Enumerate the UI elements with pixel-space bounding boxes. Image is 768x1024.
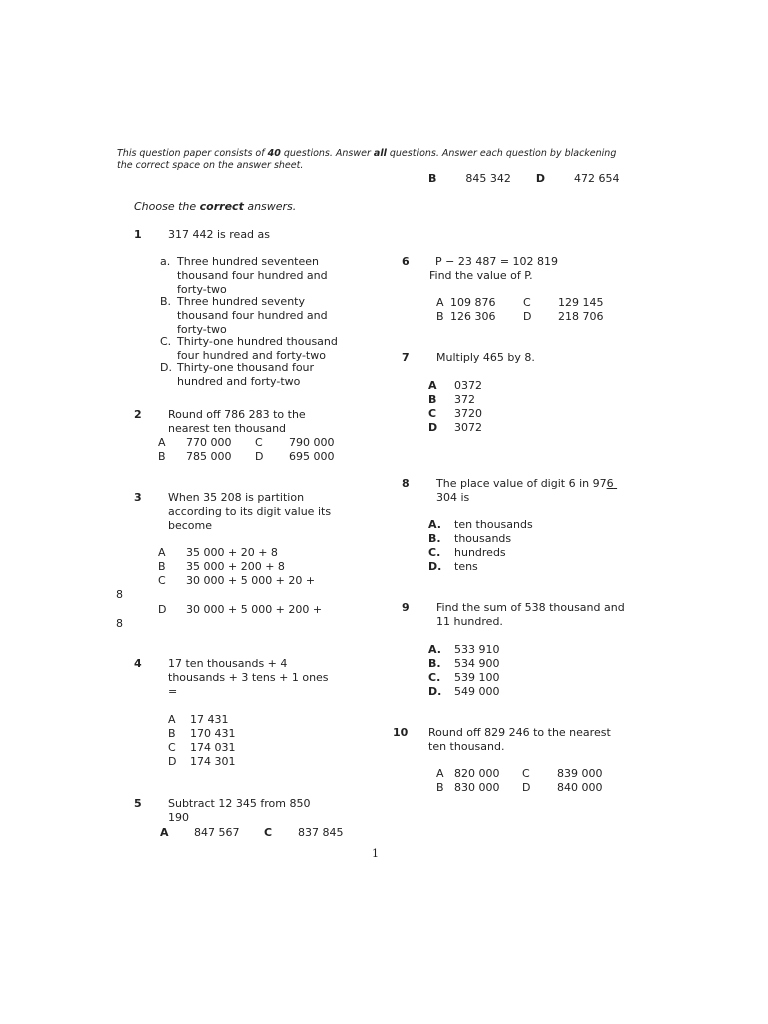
question-number: 2 [134,408,142,421]
list-item: B 170 431 [168,727,236,740]
option-label: B [428,172,437,185]
q4-options [168,713,236,769]
question-stem: Subtract 12 345 from 850 190 [168,797,311,824]
list-item: D 174 301 [168,755,236,768]
option-wrap: 8 [116,617,123,630]
list-item: C. Thirty-one hundred thousand four hundred and forty-two [160,335,338,362]
instructions-line-1: This question paper consists of 40 questions. Answer all questions. Answer each question by blackening [117,148,617,159]
instructions-line-2: the correct space on the answer sheet. [117,160,304,171]
list-item: D 30 000 + 5 000 + 200 + [158,603,323,616]
list-item: B 35 000 + 200 + 8 [158,560,285,573]
question-number: 7 [402,351,410,364]
option-label: D [535,172,546,185]
instructions [117,148,616,172]
list-item: A. ten thousands [428,518,533,531]
page-number: 1 [372,847,379,860]
list-item: D. tens [428,560,478,573]
question-stem: 17 ten thousands + 4 thousands + 3 tens + 1 ones = [168,657,329,698]
question-stem: 317 442 is read as [168,228,271,241]
question-stem: Multiply 465 by 8. [436,351,535,364]
question-stem: The place value of digit 6 in 976 304 is [436,477,614,504]
list-item: A. 533 910 [428,643,500,656]
option-value: 472 654 [574,172,620,185]
section-heading: Choose the correct answers. [134,200,297,213]
q10-options: A 820 000 C 839 000 B 830 000 D 840 000 [436,767,603,794]
list-item: C 3720 [428,407,482,420]
list-item: B 372 [428,393,475,406]
question-stem: When 35 208 is partition according to its digit value its become [168,491,332,532]
list-item: D. 549 000 [428,685,500,698]
question-stem: Round off 786 283 to the nearest ten thousand [168,408,306,435]
q8-options [428,518,533,574]
list-item: C. 539 100 [428,671,500,684]
list-item: B. Three hundred seventy thousand four hundred and forty-two [160,295,328,336]
q6-options: A 109 876 C 129 145 B 126 306 D 218 706 [436,296,604,323]
list-item: C. hundreds [428,546,506,559]
list-item: B. 534 900 [428,657,500,670]
list-item: A 35 000 + 20 + 8 [158,546,278,559]
q7-options [428,379,482,435]
list-item: D. Thirty-one thousand four hundred and forty-two [160,361,315,388]
q5-options: A 847 567 C 837 845 [160,826,344,839]
question-number: 4 [134,657,142,670]
option-wrap: 8 [116,588,123,601]
q1-options [160,255,338,389]
list-item: a. Three hundred seventeen thousand four hundred and forty-two [160,255,328,296]
q9-options [428,643,500,699]
q2-options: A 770 000 C 790 000 B 785 000 D 695 000 [158,436,335,463]
list-item: D 3072 [428,421,482,434]
q3-options [158,546,315,588]
question-number: 3 [134,491,142,504]
list-item: C 174 031 [168,741,236,754]
question-stem: Round off 829 246 to the nearest ten thousand. [428,726,611,753]
question-number: 9 [402,601,410,614]
question-number: 8 [402,477,410,490]
question-number: 1 [134,228,142,241]
list-item: A 17 431 [168,713,229,726]
question-stem: P − 23 487 = 102 819 Find the value of P. [429,255,559,282]
question-number: 5 [134,797,142,810]
list-item: B. thousands [428,532,512,545]
carryover-options [428,172,620,186]
list-item: A 0372 [428,379,482,392]
option-value: 845 342 [465,172,511,185]
question-number: 6 [402,255,410,268]
list-item: C 30 000 + 5 000 + 20 + [158,574,316,587]
question-number: 10 [393,726,409,739]
question-stem: Find the sum of 538 thousand and 11 hundred. [436,601,625,628]
